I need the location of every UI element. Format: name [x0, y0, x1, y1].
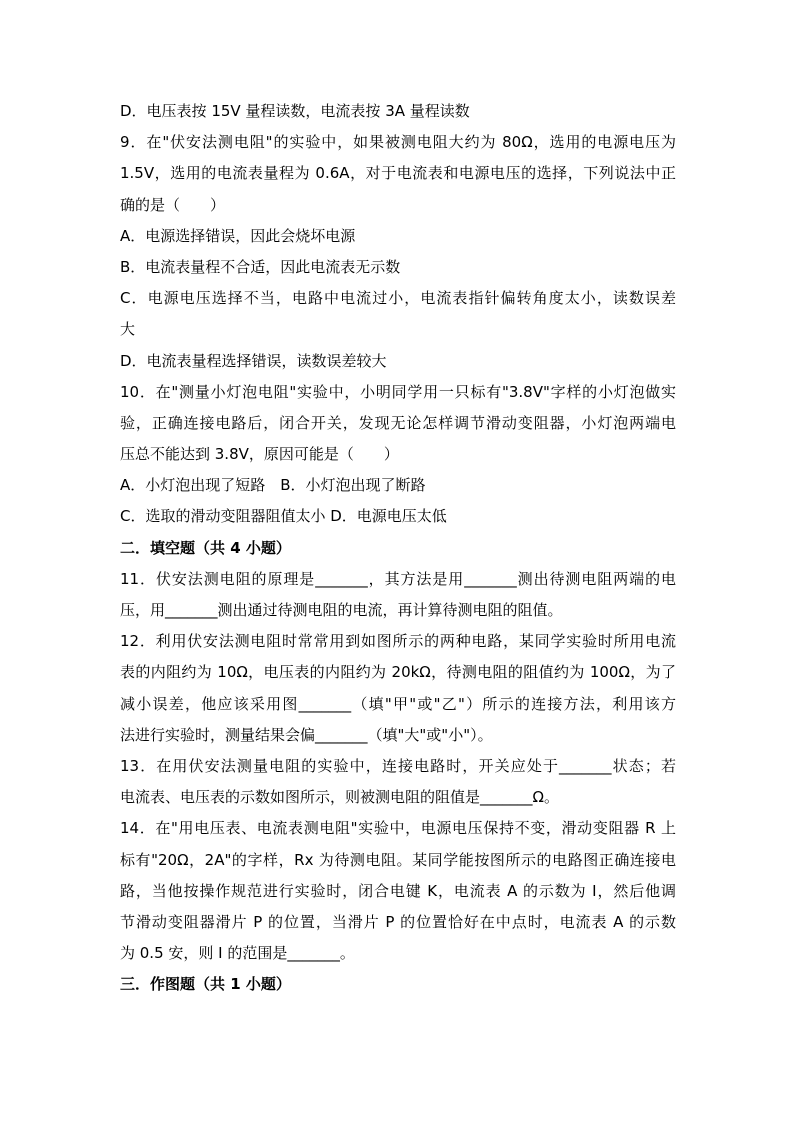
text-line: 路，当他按操作规范进行实验时，闭合电键 K，电流表 A 的示数为 I，然后他调	[120, 881, 676, 900]
text-line: A．小灯泡出现了短路 B．小灯泡出现了断路	[120, 476, 426, 495]
text-line: 节滑动变阻器滑片 P 的位置，当滑片 P 的位置恰好在中点时，电流表 A 的示数	[120, 912, 676, 931]
text-line: 压总不能达到 3.8V，原因可能是（ ）	[120, 445, 399, 464]
text-line: A．电源选择错误，因此会烧坏电源	[120, 226, 356, 245]
text-line: B．电流表量程不合适，因此电流表无示数	[120, 257, 401, 276]
text-line: 法进行实验时，测量结果会偏_______（填"大"或"小"）。	[120, 725, 493, 744]
text-line: 验，正确连接电路后，闭合开关，发现无论怎样调节滑动变阻器，小灯泡两端电	[120, 413, 676, 432]
text-line: 电流表、电压表的示数如图所示，则被测电阻的阻值是_______Ω。	[120, 788, 559, 807]
text-line: 标有"20Ω，2A"的字样，Rx 为待测电阻。某同学能按图所示的电路图正确连接电	[120, 850, 676, 869]
text-line: 为 0.5 安，则 I 的范围是_______。	[120, 944, 355, 963]
section-heading: 三．作图题（共 1 小题）	[120, 975, 291, 994]
text-line: 9．在"伏安法测电阻"的实验中，如果被测电阻大约为 80Ω，选用的电源电压为	[120, 133, 676, 152]
text-line: D．电流表量程选择错误，读数误差较大	[120, 351, 387, 370]
text-line: 11．伏安法测电阻的原理是_______，其方法是用_______测出待测电阻两端的电	[120, 569, 676, 588]
text-line: C．电源电压选择不当，电路中电流过小，电流表指针偏转角度太小，读数误差	[120, 289, 676, 308]
text-line: 1.5V，选用的电流表量程为 0.6A，对于电流表和电源电压的选择，下列说法中正	[120, 164, 676, 183]
text-line: 12．利用伏安法测电阻时常常用到如图所示的两种电路，某同学实验时所用电流	[120, 632, 676, 651]
text-line: D．电压表按 15V 量程读数，电流表按 3A 量程读数	[120, 102, 470, 120]
text-line: 表的内阻约为 10Ω，电压表的内阻约为 20kΩ，待测电阻的阻值约为 100Ω，为了	[120, 663, 676, 682]
text-line: 减小误差，他应该采用图_______（填"甲"或"乙"）所示的连接方法，利用该方	[120, 694, 676, 713]
section-heading: 二．填空题（共 4 小题）	[120, 538, 291, 557]
text-line: 10．在"测量小灯泡电阻"实验中，小明同学用一只标有"3.8V"字样的小灯泡做实	[120, 382, 676, 401]
text-line: 压，用_______测出通过待测电阻的电流，再计算待测电阻的阻值。	[120, 601, 563, 619]
text-line: 13．在用伏安法测量电阻的实验中，连接电路时，开关应处于_______状态；若	[120, 756, 676, 775]
text-line: C．选取的滑动变阻器阻值太小 D．电源电压太低	[120, 507, 447, 526]
text-line: 大	[120, 320, 136, 339]
text-line: 确的是（ ）	[120, 195, 226, 214]
document-body	[120, 96, 676, 1000]
text-line: 14．在"用电压表、电流表测电阻"实验中，电源电压保持不变，滑动变阻器 R 上	[120, 819, 676, 838]
